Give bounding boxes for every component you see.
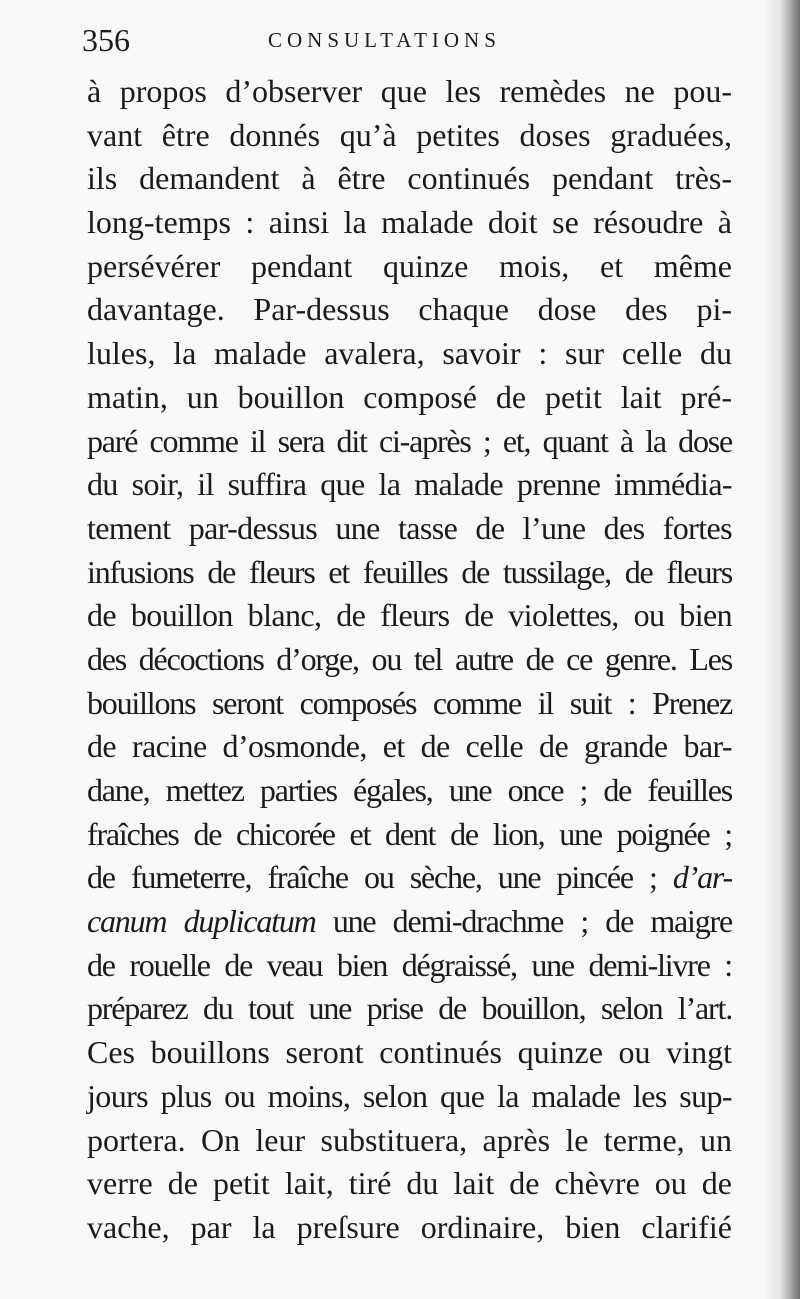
text-line-with-italic <box>87 900 732 944</box>
body-text <box>87 70 732 1250</box>
italic-term: canum duplicatum <box>87 903 316 940</box>
line-text: de fumeterre, fraîche ou sèche, une pincée ; <box>87 859 657 896</box>
text-line: vache, par la preſsure ordinaire, bien clarifié <box>87 1208 732 1245</box>
text-line: du soir, il suffira que la malade prenne immédia- <box>87 466 732 503</box>
text-line: de rouelle de veau bien dégraissé, une demi-livre : <box>87 946 732 983</box>
text-line: fraîches de chicorée et dent de lion, une poignée ; <box>87 815 732 852</box>
text-line: ils demandent à être continués pendant très- <box>87 160 732 197</box>
text-line: persévérer pendant quinze mois, et même <box>87 247 732 284</box>
text-line: vant être donnés qu’à petites doses graduées, <box>87 116 732 153</box>
text-line: de bouillon blanc, de fleurs de violettes, ou bien <box>87 597 732 634</box>
line-text: une demi-drachme ; de maigre <box>332 903 732 940</box>
text-line: Ces bouillons seront continués quinze ou vingt <box>87 1034 732 1071</box>
text-line: à propos d’observer que les remèdes ne pou- <box>87 73 732 109</box>
text-line: jours plus ou moins, selon que la malade les sup- <box>87 1077 732 1114</box>
text-line: préparez du tout une prise de bouillon, selon l’art. <box>87 990 732 1027</box>
page-gutter-shadow <box>764 0 800 1299</box>
text-line: de racine d’osmonde, et de celle de grande bar- <box>87 728 732 765</box>
running-head <box>82 20 722 60</box>
text-line: infusions de fleurs et feuilles de tussilage, de fleurs <box>87 553 732 590</box>
text-line: paré comme il sera dit ci-après ; et, quant à la dose <box>87 422 732 459</box>
text-line: tement par-dessus une tasse de l’une des fortes <box>87 509 732 546</box>
text-line: des décoctions d’orge, ou tel autre de ce genre. Les <box>87 640 732 677</box>
text-line: matin, un bouillon composé de petit lait pré- <box>87 378 732 415</box>
italic-term: d’ar- <box>672 859 732 896</box>
text-line: verre de petit lait, tiré du lait de chèvre ou de <box>87 1165 732 1202</box>
text-line: lules, la malade avalera, savoir : sur celle du <box>87 335 732 372</box>
page-number: 356 <box>82 22 130 58</box>
text-line: dane, mettez parties égales, une once ; de feuilles <box>87 772 732 808</box>
text-line: long-temps : ainsi la malade doit se résoudre à <box>87 204 732 241</box>
text-line: bouillons seront composés comme il suit : Prenez <box>87 684 732 721</box>
text-line: portera. On leur substituera, après le terme, un <box>87 1121 732 1158</box>
text-line: davantage. Par-dessus chaque dose des pi- <box>87 291 732 328</box>
text-line-with-italic <box>87 856 732 900</box>
running-title: CONSULTATIONS <box>268 28 501 52</box>
